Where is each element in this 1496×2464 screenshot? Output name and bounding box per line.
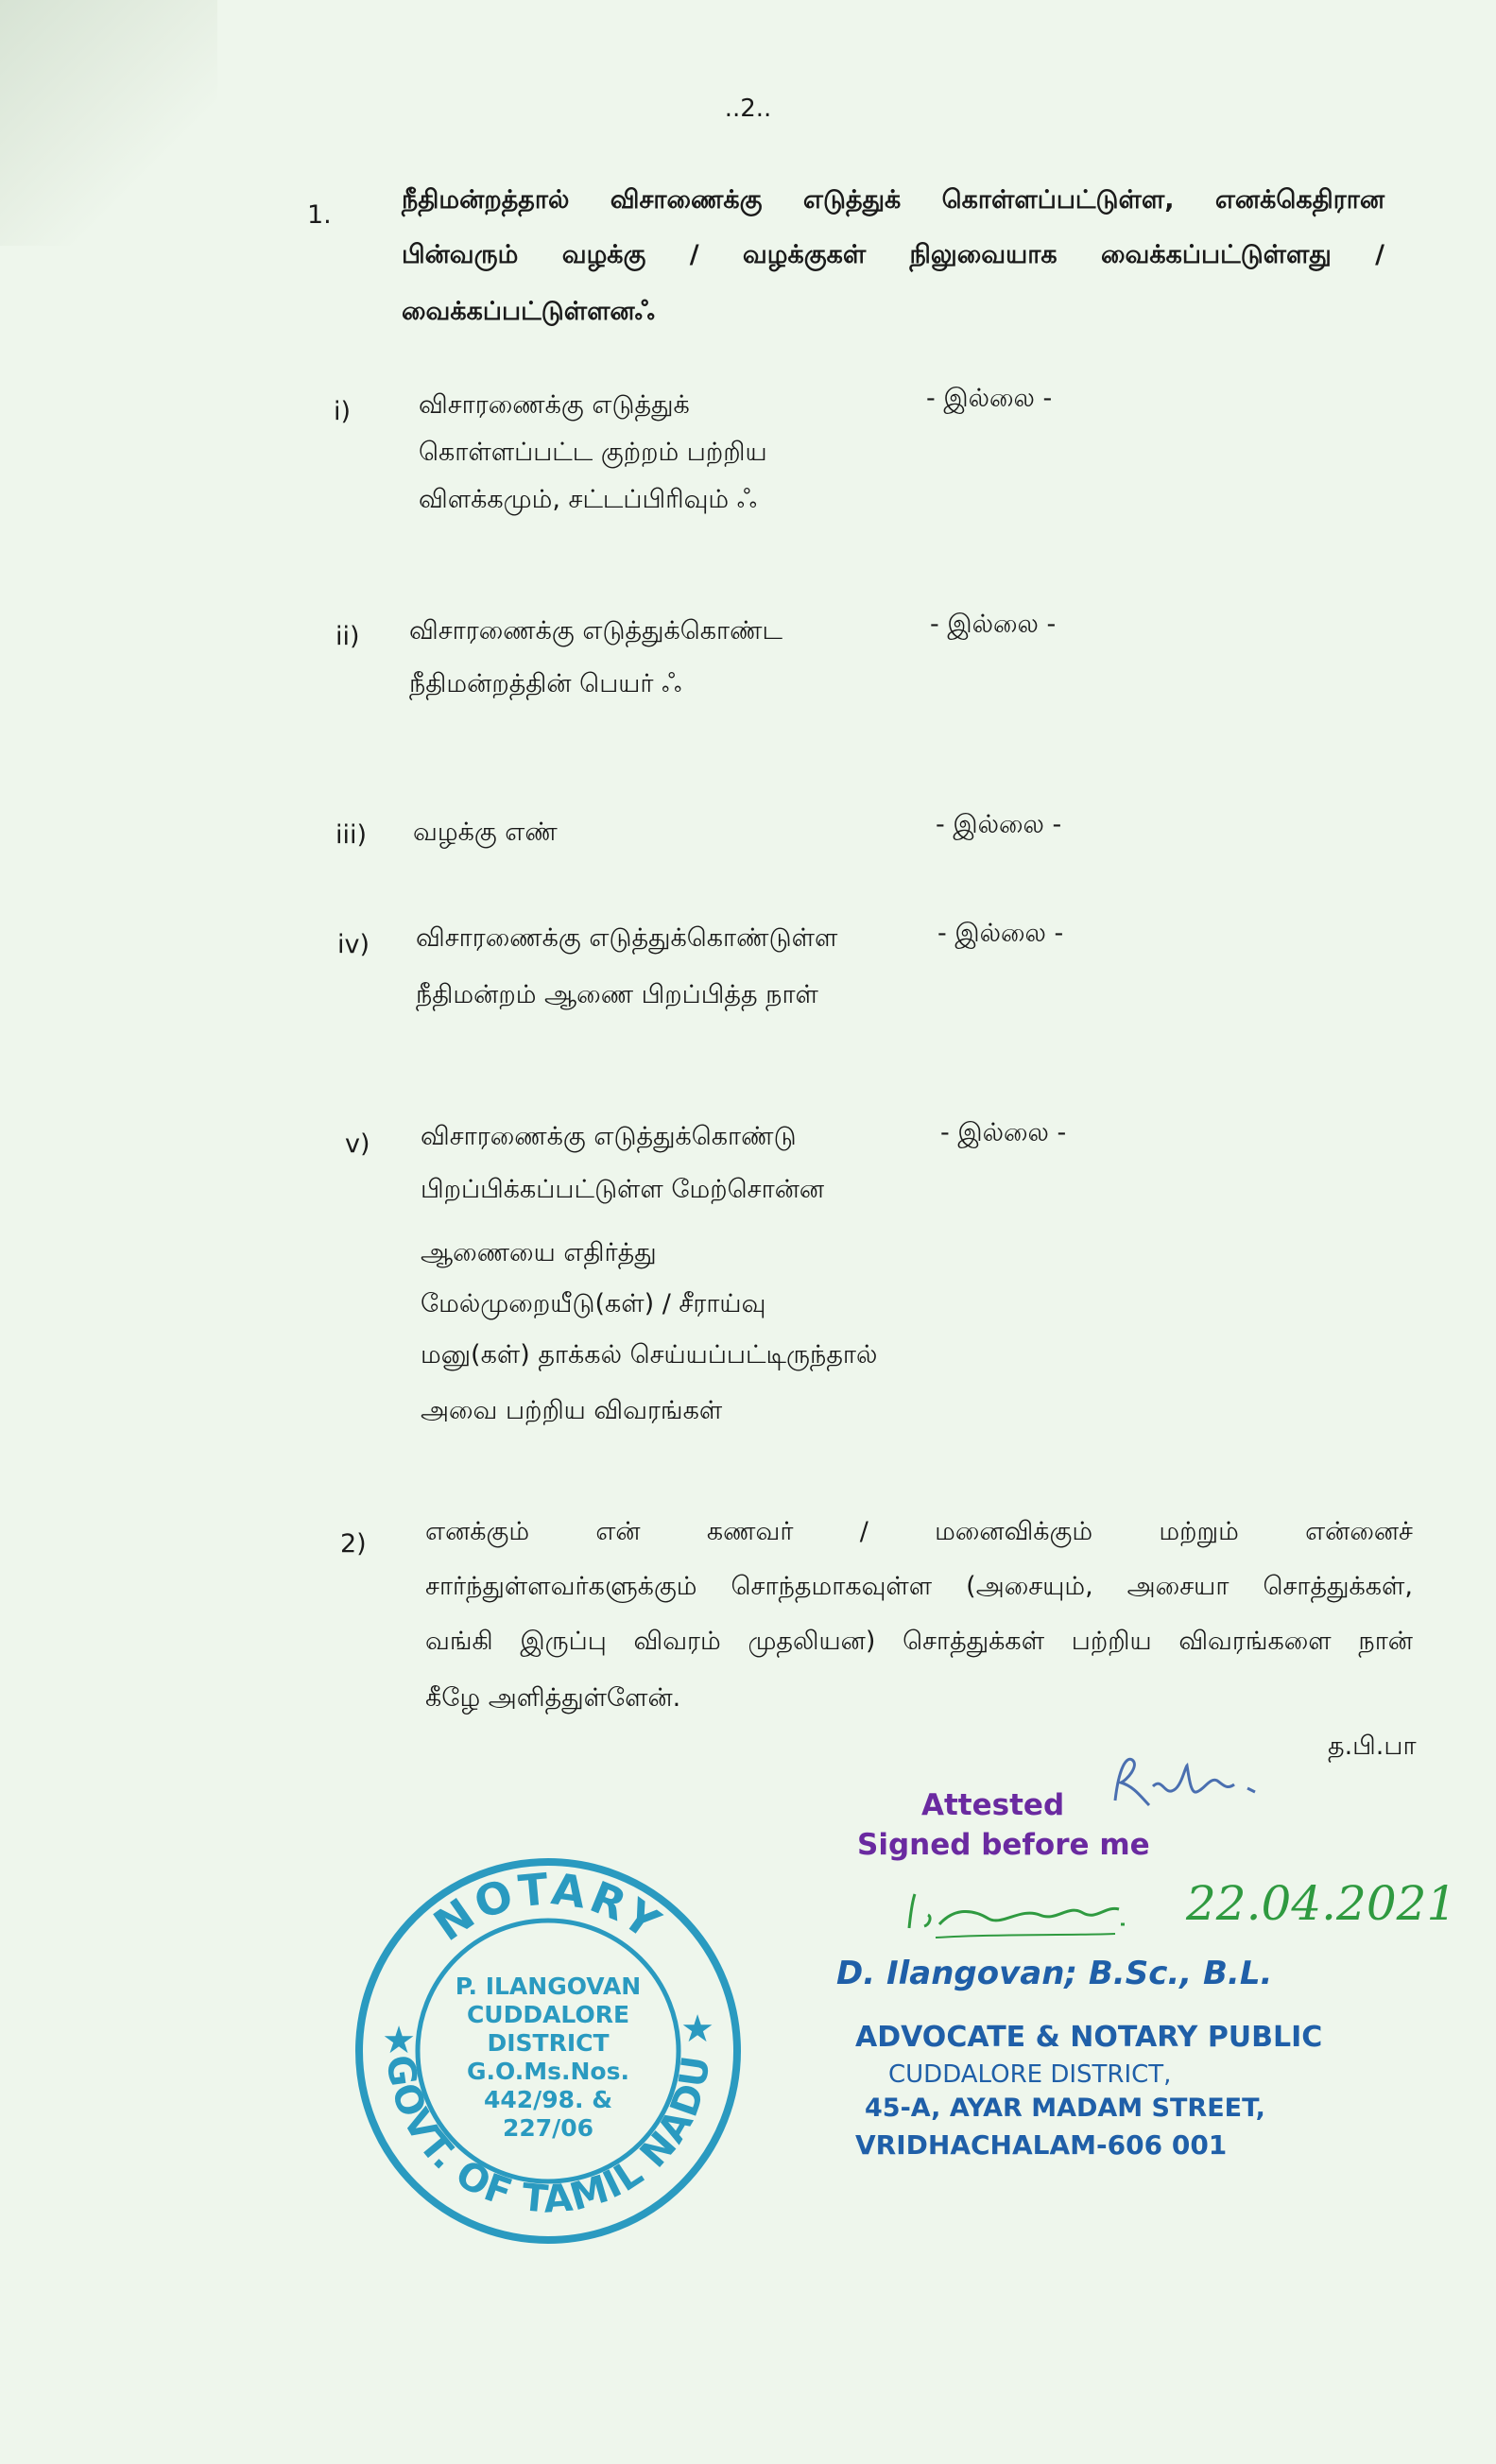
- subitem-ii-value: - இல்லை -: [930, 610, 1057, 639]
- seal-center-line-2: CUDDALORE: [466, 2001, 630, 2028]
- attested-stamp-line-1: Attested: [921, 1788, 1065, 1822]
- subitem-iv-line-1: விசாரணைக்கு எடுத்துக்கொண்டுள்ள: [416, 923, 838, 953]
- subitem-i-line-3: விளக்கமும், சட்டப்பிரிவும் ஃ: [419, 485, 757, 514]
- subitem-iv-line-2: நீதிமன்றம் ஆணை பிறப்பித்த நாள்: [416, 980, 818, 1009]
- seal-top-text: NOTARY: [424, 1863, 673, 1952]
- subitem-v-line-3: ஆணையை எதிர்த்து: [421, 1238, 657, 1267]
- item2-line-1: எனக்கும் என் கணவர் / மனைவிக்கும் மற்றும் என்னைச்: [425, 1517, 1413, 1546]
- notary-stamp-name: D. Ilangovan; B.Sc., B.L.: [836, 1955, 1273, 1992]
- subitem-iii-value: - இல்லை -: [936, 810, 1062, 839]
- subitem-iv-label: iv): [337, 930, 370, 959]
- subitem-i-line-1: விசாரணைக்கு எடுத்துக்: [419, 390, 690, 420]
- svg-text:NOTARY: [424, 1863, 672, 1951]
- subitem-i-line-2: கொள்ளப்பட்ட குற்றம் பற்றிய: [419, 438, 767, 467]
- item1-line-3: வைக்கப்பட்டுள்ளனஃ: [402, 297, 655, 326]
- item2-line-4: கீழே அளித்துள்ளேன்.: [425, 1683, 681, 1713]
- subitem-ii-line-2: நீதிமன்றத்தின் பெயர் ஃ: [409, 669, 682, 698]
- item2-number: 2): [340, 1529, 367, 1559]
- notary-stamp-address-2: VRIDHACHALAM-606 001: [855, 2129, 1228, 2161]
- subitem-iii-line-1: வழக்கு எண்: [413, 818, 558, 847]
- seal-star-left: ★: [382, 2019, 416, 2062]
- seal-center-line-5: 442/98. &: [483, 2086, 613, 2113]
- seal-bottom-text: GOVT. OF TAMIL NADU: [377, 2052, 719, 2222]
- notary-stamp-address-1: 45-A, AYAR MADAM STREET,: [865, 2094, 1265, 2123]
- attested-stamp-line-2: Signed before me: [857, 1828, 1150, 1862]
- notary-stamp-district: CUDDALORE DISTRICT,: [888, 2060, 1172, 2089]
- subitem-v-line-1: விசாரணைக்கு எடுத்துக்கொண்டு: [421, 1122, 797, 1151]
- seal-center-line-4: G.O.Ms.Nos.: [467, 2058, 629, 2085]
- seal-star-right: ★: [680, 2007, 714, 2051]
- subitem-v-line-5: மனு(கள்) தாக்கல் செய்யப்பட்டிருந்தால்: [421, 1340, 878, 1370]
- seal-center-line-6: 227/06: [502, 2114, 594, 2142]
- notary-stamp-title: ADVOCATE & NOTARY PUBLIC: [855, 2021, 1323, 2054]
- subitem-v-label: v): [345, 1129, 370, 1159]
- subitem-v-value: - இல்லை -: [940, 1118, 1067, 1147]
- handwritten-date: 22.04.2021: [1186, 1876, 1457, 1931]
- item2-line-3: வங்கி இருப்பு விவரம் முதலியன) சொத்துக்கள் பற்றிய விவரங்களை நான்: [425, 1627, 1413, 1656]
- page-number: ..2..: [724, 95, 772, 123]
- seal-center-line-1: P. ILANGOVAN: [455, 1973, 642, 2000]
- subitem-v-line-6: அவை பற்றிய விவரங்கள்: [421, 1396, 723, 1425]
- notary-seal: [350, 1852, 747, 2249]
- please-turn-over: த.பி.பா: [1328, 1732, 1417, 1761]
- seal-center-line-3: DISTRICT: [487, 2029, 610, 2057]
- item2-line-2: சார்ந்துள்ளவர்களுக்கும் சொந்தமாகவுள்ள (அசையும், அசையா சொத்துக்கள்,: [425, 1572, 1413, 1601]
- subitem-v-line-4: மேல்முறையீடு(கள்) / சீராய்வு: [421, 1289, 766, 1318]
- item1-number: 1.: [307, 200, 332, 230]
- item1-line-2: பின்வரும் வழக்கு / வழக்குகள் நிலுவையாக வைக்கப்பட்டுள்ளது /: [402, 240, 1384, 269]
- subitem-i-label: i): [334, 397, 352, 426]
- signature: [1106, 1749, 1295, 1815]
- subitem-iii-label: iii): [335, 820, 368, 850]
- subitem-i-value: - இல்லை -: [926, 384, 1053, 413]
- subitem-v-line-2: பிறப்பிக்கப்பட்டுள்ள மேற்சொன்ன: [421, 1175, 825, 1204]
- subitem-iv-value: - இல்லை -: [937, 919, 1064, 948]
- item1-line-1: நீதிமன்றத்தால் விசாணைக்கு எடுத்துக் கொள்ளப்பட்டுள்ள, எனக்கெதிரான: [402, 185, 1384, 215]
- subitem-ii-line-1: விசாரணைக்கு எடுத்துக்கொண்ட: [409, 616, 782, 646]
- folded-corner-shadow: [0, 0, 217, 246]
- subitem-ii-label: ii): [335, 622, 360, 651]
